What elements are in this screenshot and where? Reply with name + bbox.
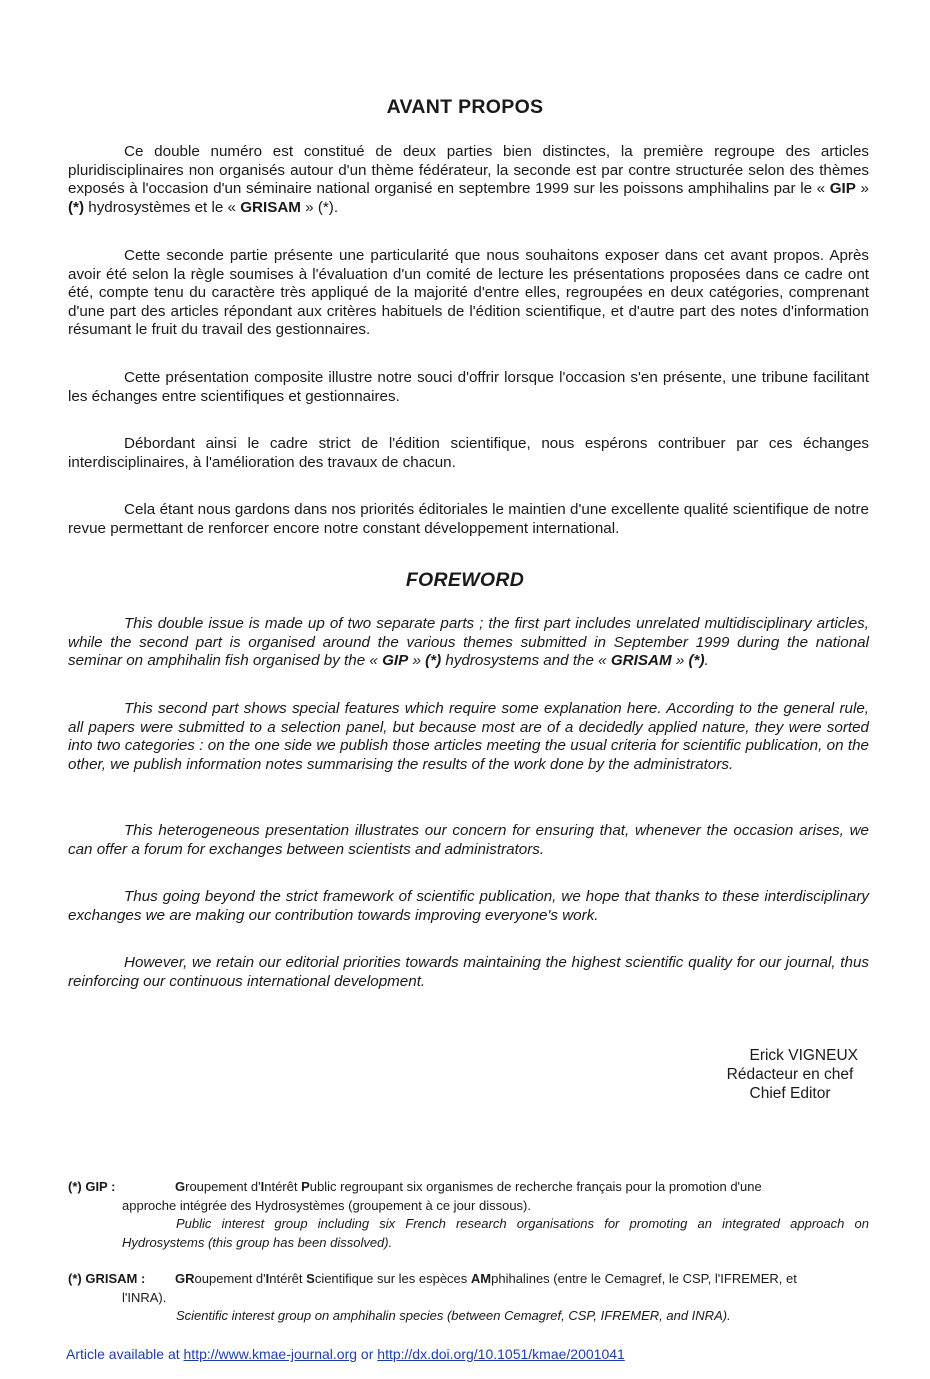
paragraph-text: This double issue is made up of two separate parts ; the first part includes unrelated multidisciplinary articles, while the second part is organised around the various themes submitted in September 1999 during the national seminar on amphihalin fish organised by the « xyxy=(68,615,869,670)
footnote-text-segment: oupement d' xyxy=(194,1271,266,1286)
journal-link[interactable]: http://www.kmae-journal.org xyxy=(183,1346,358,1362)
signature-block xyxy=(690,1046,890,1103)
paragraph-text: » xyxy=(855,180,869,198)
paragraph-text: hydrosystèmes et le « xyxy=(84,198,241,216)
foreword-paragraph: Thus going beyond the strict framework of scientific publication, we hope that thanks to these interdisciplinary exchanges we are making our contribution towards improving everyone's work. xyxy=(68,888,869,924)
foreword-paragraph: This second part shows special features which require some explanation here. According to the general rule, all papers were submitted to a selection panel, but because most are of a decidedly applied nature, they were sorted into two categories : on the one side we publish those articles meeting the usual criteria for scientific publication, on the other, we publish information notes summarising the results of the work done by the administrators. xyxy=(68,700,869,773)
paragraph-text: » xyxy=(300,198,318,216)
editor-role-en: Chief Editor xyxy=(749,1085,831,1102)
acronym-letter: GR xyxy=(175,1271,195,1286)
paragraph-text: Ce double numéro est constitué de deux parties bien distinctes, la première regroupe des articles pluridisciplinaires non organisés autour d'un thème fédérateur, la seconde est par contre structurée selon des thèmes exposés à l'occasion d'un séminaire national organisé en septembre 1999 sur les poissons amphihalins par le « xyxy=(68,143,869,198)
avant-propos-paragraph: Cela étant nous gardons dans nos priorités éditoriales le maintien d'une excellente qualité scientifique de notre revue permettant de renforcer encore notre constant développement international. xyxy=(68,501,869,537)
paragraph-text: . xyxy=(333,198,339,216)
footnote-mark: (*) xyxy=(68,198,85,216)
footnote-label: (*) GIP : xyxy=(68,1179,116,1194)
footnote-text-segment: roupement d' xyxy=(185,1179,261,1194)
foreword-paragraph xyxy=(68,615,869,671)
footnote-line xyxy=(68,1270,869,1289)
grisam-acronym: GRISAM xyxy=(610,652,672,670)
paragraph-text: » xyxy=(408,652,426,670)
footnote-french-continuation: l'INRA). xyxy=(122,1289,167,1305)
footnote-text-segment: ublic regroupant six organismes de recherche français pour la promotion d'une xyxy=(309,1179,762,1194)
footnote-mark: (*) xyxy=(425,652,442,670)
footer-prefix: Article available at xyxy=(66,1346,184,1362)
footnote-english-text: Scientific interest group on amphihalin species (between Cemagref, CSP, IFREMER, and INRA). xyxy=(176,1308,731,1323)
acronym-letter: I xyxy=(265,1271,270,1286)
acronym-letter: I xyxy=(260,1179,265,1194)
gip-acronym: GIP xyxy=(382,652,409,670)
footnote-text-segment: cientifique sur les espèces xyxy=(314,1271,471,1286)
paragraph-text: » xyxy=(671,652,689,670)
footnote-french-text xyxy=(68,1270,869,1289)
footnote-text-segment: ntérêt xyxy=(264,1179,302,1194)
footnote-english-text: Public interest group including six French research organisations for promoting an integrated approach on Hydrosystems (this group has been dissolved). xyxy=(122,1216,869,1250)
acronym-letter: G xyxy=(175,1179,186,1194)
avant-propos-paragraph: Cette seconde partie présente une particularité que nous souhaitons exposer dans cet avant propos. Après avoir été selon la règle soumises à l'évaluation d'un comité de lecture les présentations proposées dans ce cadre ont été, compte tenu du caractère très appliqué de la majorité d'entre elles, regroupées en deux catégories, comprenant d'une part des articles répondant aux critères habituels de l'édition scientifique, et d'autre part des notes d'information résumant le fruit du travail des gestionnaires. xyxy=(68,247,869,339)
footnote-french-text xyxy=(68,1178,869,1197)
acronym-letter: P xyxy=(301,1179,310,1194)
footnote-mark: (*) xyxy=(688,652,705,670)
footnote-grisam xyxy=(68,1270,869,1326)
avant-propos-title: AVANT PROPOS xyxy=(386,96,544,118)
doi-link[interactable]: http://dx.doi.org/10.1051/kmae/2001041 xyxy=(377,1346,625,1362)
grisam-acronym: GRISAM xyxy=(240,198,301,216)
article-availability-footer xyxy=(66,1346,625,1362)
footnote-label: (*) GRISAM : xyxy=(68,1271,146,1286)
editor-name: Erick VIGNEUX xyxy=(749,1047,858,1064)
footnote-gip xyxy=(68,1178,869,1252)
footnote-text-segment: ntérêt xyxy=(269,1271,307,1286)
gip-acronym: GIP xyxy=(829,180,856,198)
paragraph-text: hydrosystems and the « xyxy=(441,652,611,670)
avant-propos-paragraph xyxy=(68,143,869,217)
paragraph-text: . xyxy=(704,652,709,670)
foreword-paragraph: However, we retain our editorial priorities towards maintaining the highest scientific quality for our journal, thus reinforcing our continuous international development. xyxy=(68,954,869,990)
foreword-paragraph: This heterogeneous presentation illustrates our concern for ensuring that, whenever the occasion arises, we can offer a forum for exchanges between scientists and administrators. xyxy=(68,822,869,858)
avant-propos-paragraph: Débordant ainsi le cadre strict de l'édition scientifique, nous espérons contribuer par ces échanges interdisciplinaires, à l'amélioration des travaux de chacun. xyxy=(68,435,869,471)
foreword-title: FOREWORD xyxy=(405,569,525,591)
footnote-line xyxy=(68,1178,869,1197)
footnote-text-segment: phihalines (entre le Cemagref, le CSP, l'IFREMER, et xyxy=(491,1271,797,1286)
editor-role-fr: Rédacteur en chef xyxy=(726,1066,854,1083)
footnote-french-continuation: approche intégrée des Hydrosystèmes (groupement à ce jour dissous). xyxy=(122,1197,531,1213)
footnote-mark: (*) xyxy=(317,198,334,216)
acronym-letter: S xyxy=(306,1271,315,1286)
acronym-letter: AM xyxy=(470,1271,492,1286)
footer-middle: or xyxy=(357,1346,378,1362)
avant-propos-paragraph: Cette présentation composite illustre notre souci d'offrir lorsque l'occasion s'en présente, une tribune facilitant les échanges entre scientifiques et gestionnaires. xyxy=(68,369,869,405)
